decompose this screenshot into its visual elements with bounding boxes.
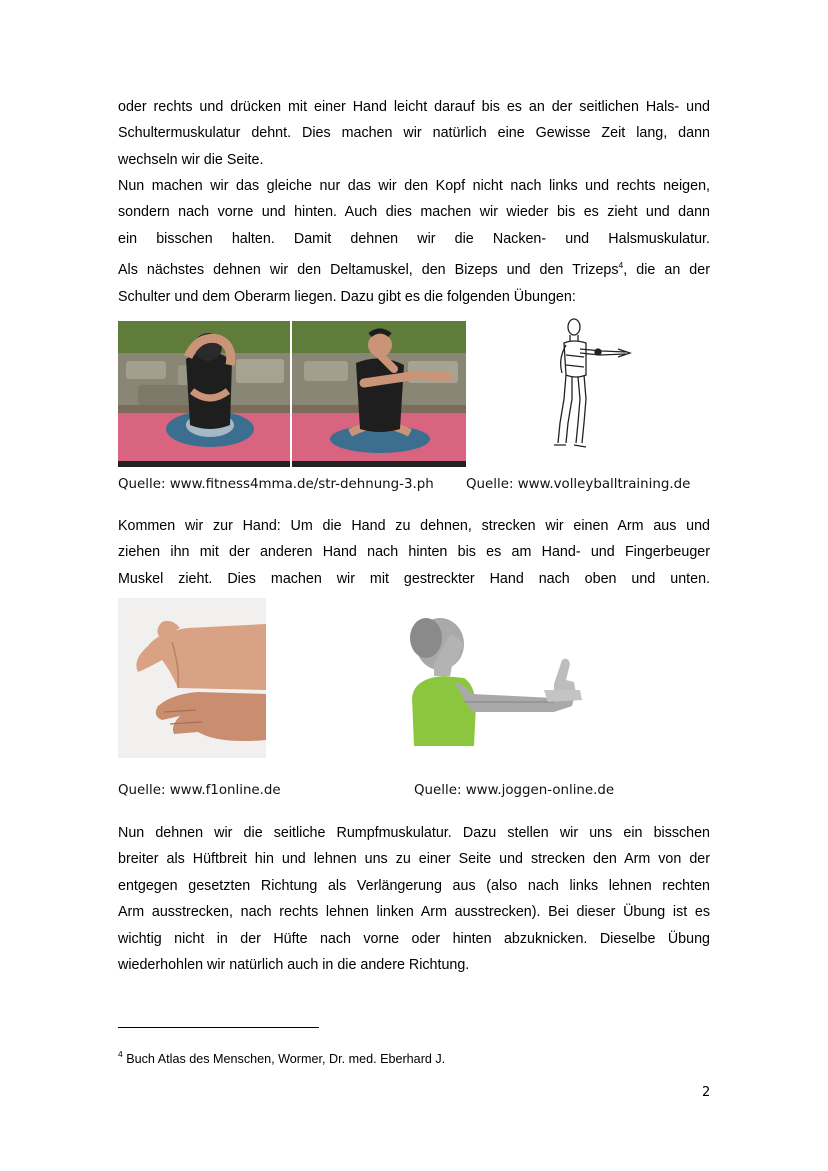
drawing-standing-arm-stretch: [540, 315, 632, 451]
caption-source-volleyballtraining: Quelle: www.volleyballtraining.de: [466, 477, 691, 492]
text-line: wechseln wir die Seite.: [118, 151, 264, 168]
photo-illustration: [118, 598, 266, 758]
footnote: [118, 1049, 445, 1066]
photo-illustration: [118, 321, 466, 467]
page-number: 2: [702, 1085, 711, 1100]
caption-source-joggen-online: Quelle: www.joggen-online.de: [414, 783, 615, 798]
text-line: Muskel zieht. Dies machen wir mit gestreckter Hand nach oben und unten.: [118, 570, 710, 587]
caption-source-f1online: Quelle: www.f1online.de: [118, 783, 281, 798]
text-line: ziehen ihn mit der anderen Hand nach hinten bis es am Hand- und Fingerbeuger: [118, 544, 710, 561]
footnote-text: Buch Atlas des Menschen, Wormer, Dr. med. Eberhard J.: [122, 1052, 446, 1066]
caption-source-fitness4mma: Quelle: www.fitness4mma.de/str-dehnung-3.ph: [118, 477, 434, 492]
text-line: sondern nach vorne und hinten. Auch dies machen wir wieder bis es zieht und dann: [118, 204, 710, 221]
text-line: wiederhohlen wir natürlich auch in die andere Richtung.: [118, 957, 470, 974]
text-segment: Als nächstes dehnen wir den Deltamuskel, den Bizeps und den Trizeps: [118, 262, 619, 279]
text-line: oder rechts und drücken mit einer Hand leicht darauf bis es an der seitlichen Hals- und: [118, 99, 710, 115]
paragraph-head-forward-back: [118, 173, 710, 310]
vector-illustration: [404, 614, 586, 746]
text-line: Kommen wir zur Hand: Um die Hand zu dehnen, strecken wir einen Arm aus und: [118, 518, 710, 534]
line-drawing-figure: [540, 315, 632, 451]
paragraph-neck-stretch-end: [118, 94, 710, 173]
text-segment: , die an der: [623, 262, 710, 279]
paragraph-side-trunk-stretch: [118, 820, 710, 978]
text-line: Nun dehnen wir die seitliche Rumpfmuskulatur. Dazu stellen wir uns ein bisschen: [118, 825, 710, 841]
photo-hand-stretch: [118, 598, 266, 758]
illustration-extended-arm-stretch: [404, 614, 586, 746]
text-line: Schulter und dem Oberarm liegen. Dazu gibt es die folgenden Übungen:: [118, 288, 576, 305]
footnote-marker: 4: [118, 1049, 123, 1059]
text-line: wichtig nicht in der Hüfte nach vorne oder hinten abzuknicken. Dieselbe Übung: [118, 930, 710, 947]
text-line: [118, 252, 710, 283]
text-line: entgegen gesetzten Richtung als Verlängerung aus (also nach links lehnen rechten: [118, 877, 710, 894]
footnote-separator: [118, 1027, 319, 1028]
footnote-reference[interactable]: 4: [618, 260, 624, 271]
text-line: Schultermuskulatur dehnt. Dies machen wir natürlich eine Gewisse Zeit lang, dann: [118, 125, 710, 142]
paragraph-hand-stretch: [118, 513, 710, 592]
photo-seated-shoulder-stretch: [118, 321, 466, 467]
text-line: ein bisschen halten. Damit dehnen wir die Nacken- und Halsmuskulatur.: [118, 230, 710, 247]
text-line: breiter als Hüftbreit hin und lehnen uns zu einer Seite und strecken den Arm von der: [118, 851, 710, 868]
text-line: Arm ausstrecken, nach rechts lehnen linken Arm ausstrecken). Bei dieser Übung ist es: [118, 904, 710, 921]
text-line: Nun machen wir das gleiche nur das wir den Kopf nicht nach links und rechts neigen,: [118, 178, 710, 194]
